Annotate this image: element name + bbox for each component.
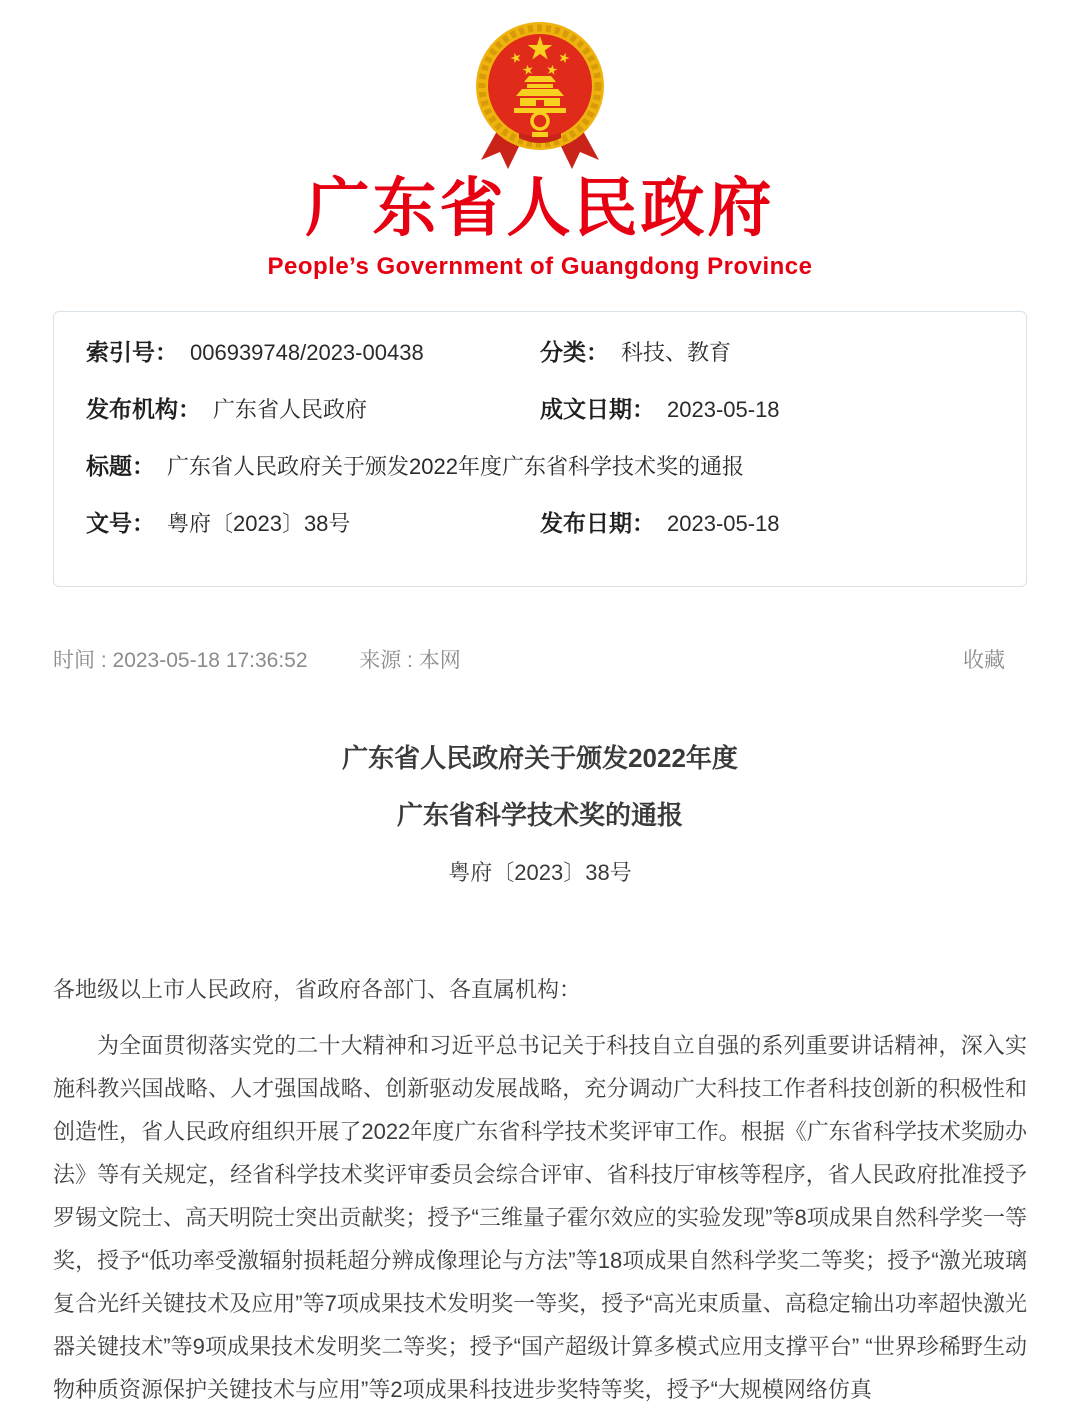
- meta-label: 分类：: [540, 339, 609, 365]
- meta-value: 粤府〔2023〕38号: [167, 511, 351, 536]
- meta-label: 文号：: [86, 510, 155, 536]
- meta-field-publish-date: [540, 505, 994, 538]
- meta-label: 发布日期：: [540, 510, 655, 536]
- meta-field-title: [86, 448, 994, 481]
- meta-row-1: [86, 322, 994, 379]
- meta-label: 标题：: [86, 453, 155, 479]
- publish-info: [53, 647, 461, 675]
- info-bar: [53, 647, 1027, 675]
- article-salutation: 各地级以上市人民政府，省政府各部门、各直属机构：: [53, 977, 582, 1002]
- site-title: 广东省人民政府: [305, 172, 775, 244]
- article-title-line1: 广东省人民政府关于颁发2022年度: [342, 743, 738, 773]
- site-subtitle: People’s Government of Guangdong Province: [267, 253, 813, 280]
- site-header: [0, 0, 1080, 281]
- document-meta-card: [53, 311, 1027, 587]
- meta-value: 2023-05-18: [667, 397, 780, 422]
- meta-value: 广东省人民政府: [213, 397, 368, 422]
- meta-label: 发布机构：: [86, 396, 201, 422]
- article-title-line2: 广东省科学技术奖的通报: [396, 800, 683, 830]
- meta-value: 2023-05-18: [667, 511, 780, 536]
- meta-value: 广东省人民政府关于颁发2022年度广东省科学技术奖的通报: [167, 454, 744, 479]
- meta-field-doc-number: [86, 505, 540, 538]
- meta-field-category: [540, 334, 994, 367]
- meta-value: 科技、教育: [621, 340, 732, 365]
- time-value: 2023-05-18 17:36:52: [112, 649, 308, 672]
- article: [0, 741, 1080, 1410]
- time-label: 时间 :: [53, 649, 107, 672]
- source-value: 本网: [418, 649, 461, 672]
- meta-label: 成文日期：: [540, 396, 655, 422]
- meta-row-2: [86, 379, 994, 436]
- meta-field-index-number: [86, 334, 540, 367]
- meta-value: 006939748/2023-00438: [190, 340, 424, 365]
- meta-field-issuing-agency: [86, 391, 540, 424]
- meta-row-4: [86, 493, 994, 550]
- favorite-button[interactable]: 收藏: [963, 649, 1005, 672]
- article-doc-number: 粤府〔2023〕38号: [448, 860, 632, 885]
- article-body-paragraph: 为全面贯彻落实党的二十大精神和习近平总书记关于科技自立自强的系列重要讲话精神，深入实施科教兴国战略、人才强国战略、创新驱动发展战略，充分调动广大科技工作者科技创新的积极性和创造性，省人民政府组织开展了2022年度广东省科学技术奖评审工作。根据《广东省科学技术奖励办法》等有关规定，经省科学技术奖评审委员会综合评审、省科技厅审核等程序，省人民政府批准授予罗锡文院士、高天明院士突出贡献奖；授予“三维量子霍尔效应的实验发现”等8项成果自然科学奖一等奖，授予“低功率受激辐射损耗超分辨成像理论与方法”等18项成果自然科学奖二等奖；授予“激光玻璃复合光纤关键技术及应用”等7项成果技术发明奖一等奖，授予“高光束质量、高稳定输出功率超快激光器关键技术”等9项成果技术发明奖二等奖；授予“国产超级计算多模式应用支撑平台” “世界珍稀野生动物种质资源保护关键技术与应用”等2项成果科技进步奖特等奖，授予“大规模网络仿真: [53, 1033, 1027, 1402]
- national-emblem-icon: [469, 20, 611, 172]
- meta-field-written-date: [540, 391, 994, 424]
- meta-label: 索引号：: [86, 339, 178, 365]
- meta-row-3: [86, 436, 994, 493]
- source-label: 来源 :: [359, 649, 413, 672]
